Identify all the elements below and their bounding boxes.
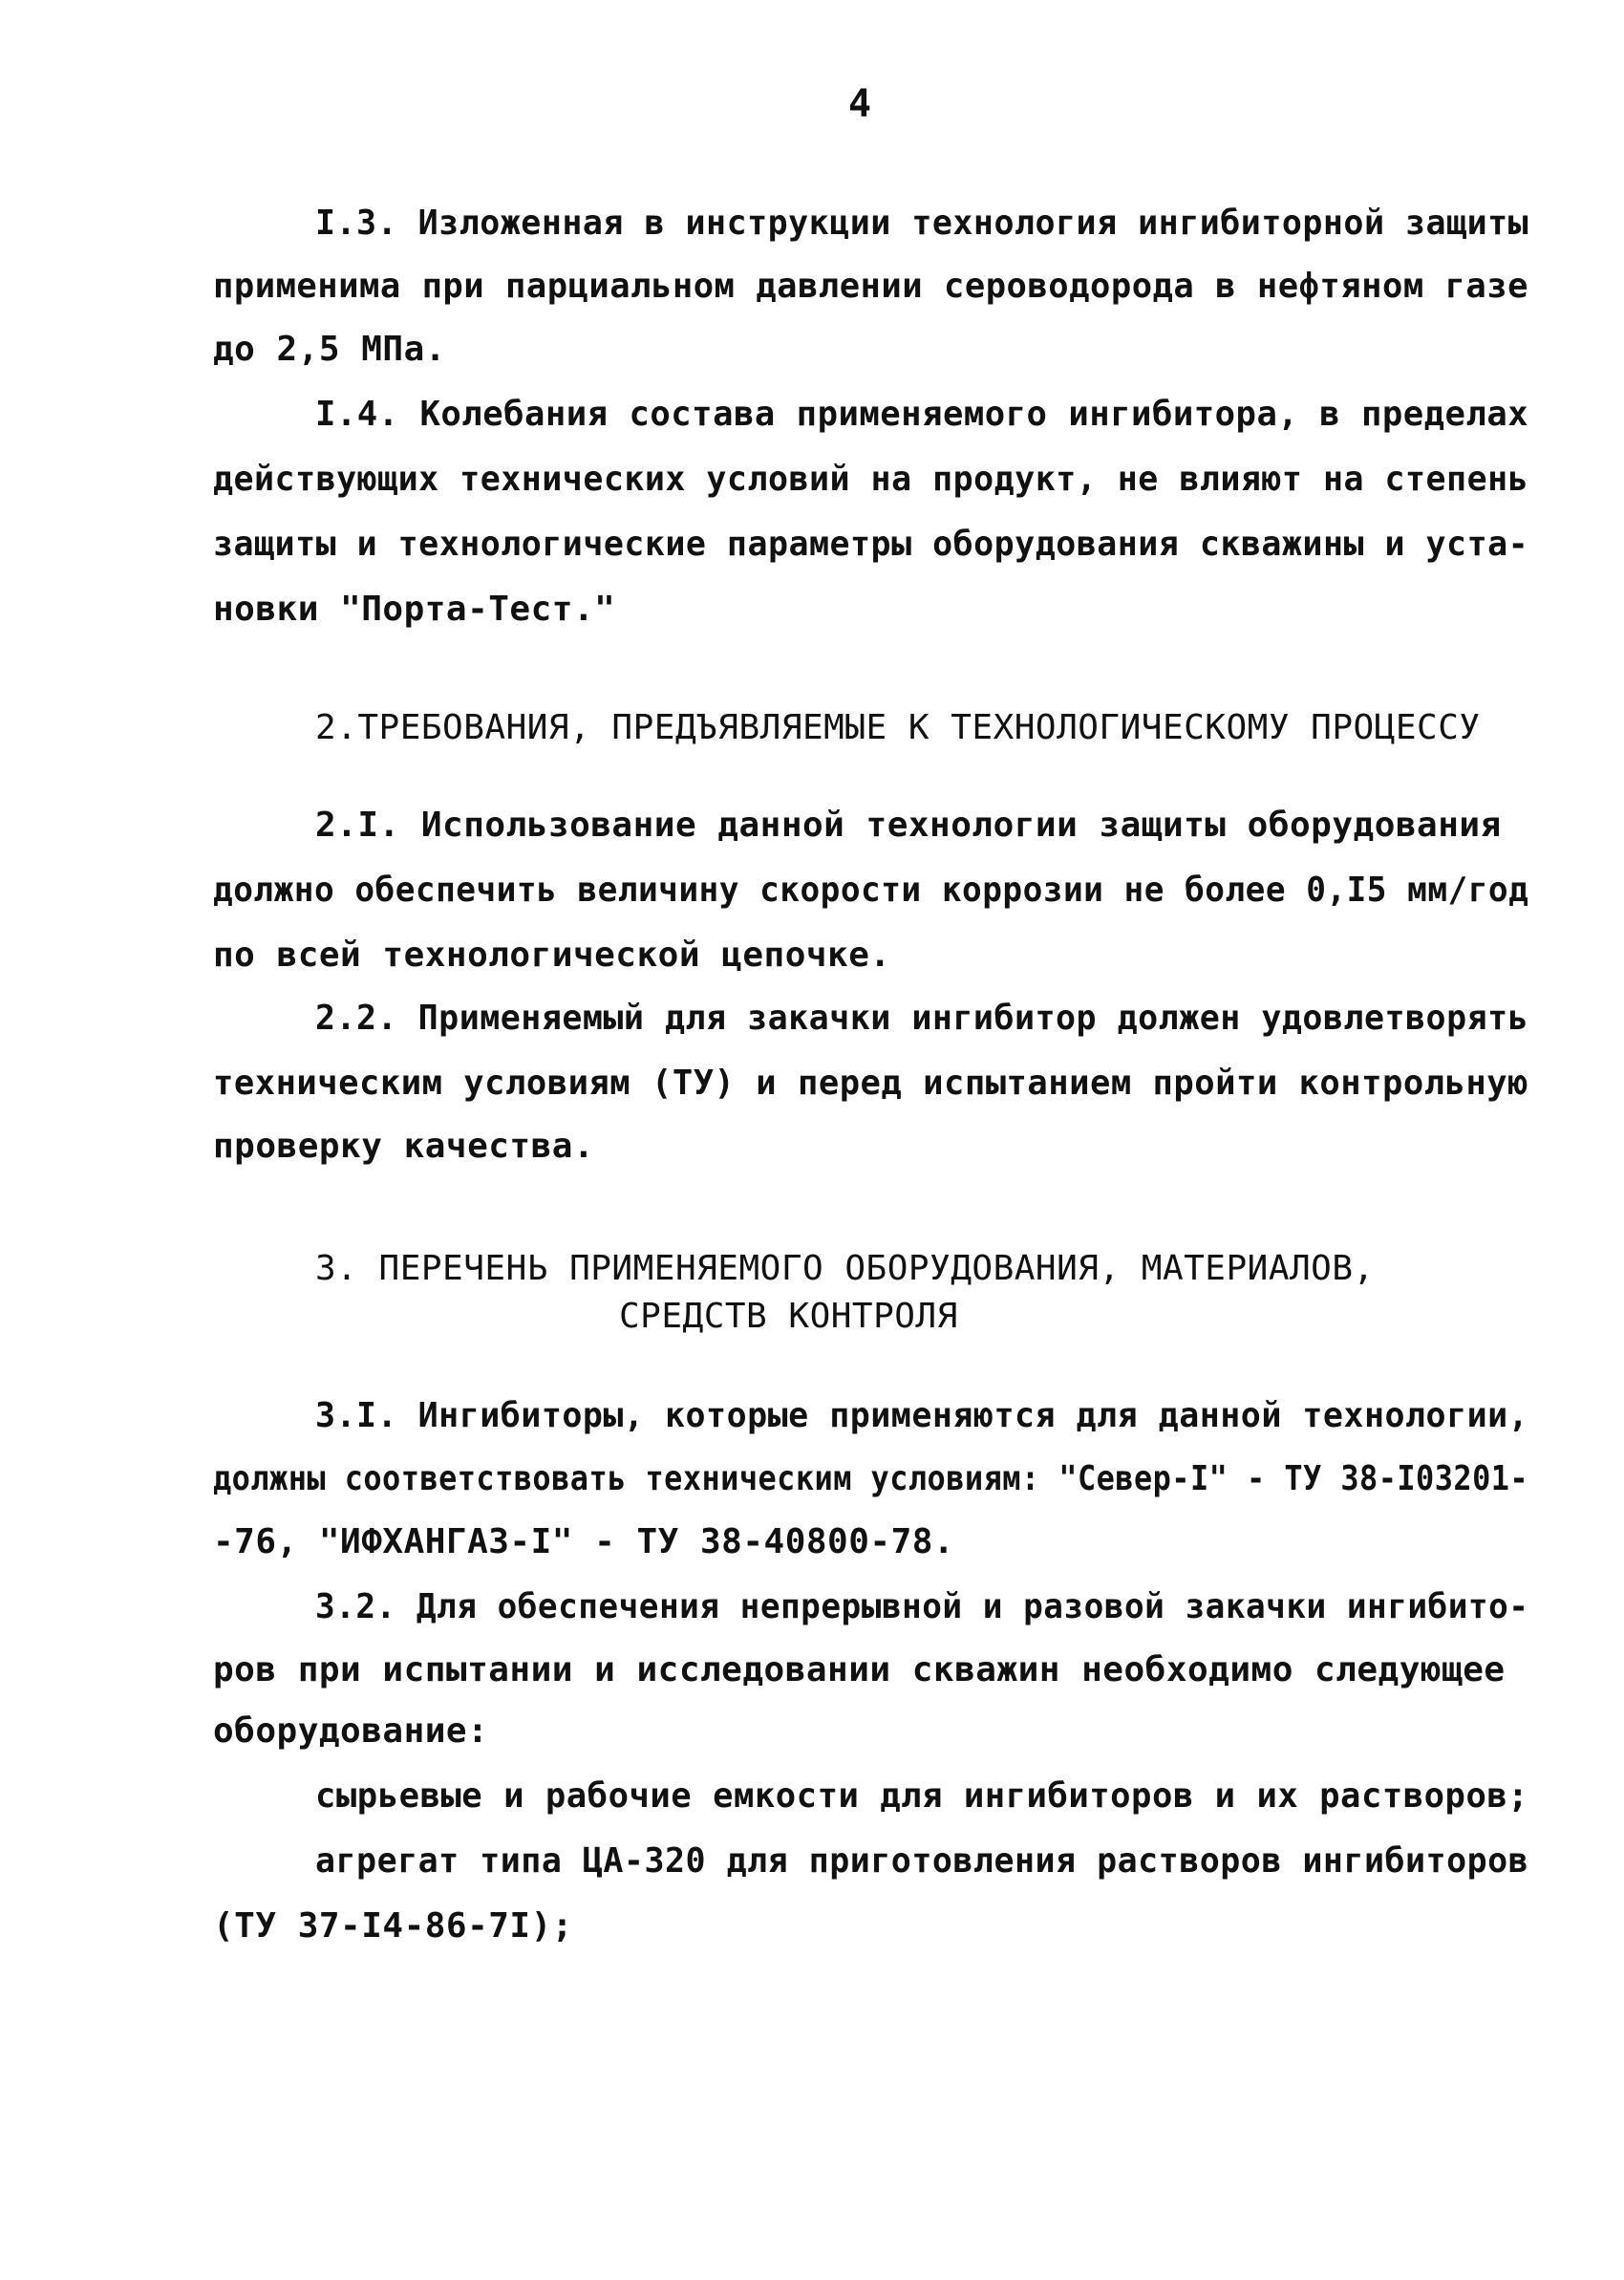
paragraph-3-2-line-3: оборудование: bbox=[213, 1711, 489, 1751]
paragraph-1-3-line-3: до 2,5 МПа. bbox=[213, 330, 446, 369]
paragraph-3-2-line-1: 3.2. Для обеспечения непрерывной и разовой закачки ингибито- bbox=[315, 1587, 1529, 1626]
paragraph-1-3-line-2: применима при парциальном давлении сероводорода в нефтяном газе bbox=[213, 267, 1528, 306]
paragraph-1-4-line-1: I.4. Колебания состава применяемого ингибитора, в пределах bbox=[315, 395, 1529, 434]
paragraph-1-3-line-1: I.3. Изложенная в инструкции технология ингибиторной защиты bbox=[315, 204, 1529, 243]
paragraph-2-2-line-1: 2.2. Применяемый для закачки ингибитор должен удовлетворять bbox=[315, 999, 1529, 1038]
paragraph-1-4-line-3: защиты и технологические параметры оборудования скважины и уста- bbox=[213, 525, 1529, 564]
paragraph-2-2-line-2: техническим условиям (ТУ) и перед испытанием пройти контрольную bbox=[213, 1064, 1528, 1103]
equipment-list-item-2-line-1: агрегат типа ЦА-320 для приготовления растворов ингибиторов bbox=[315, 1841, 1529, 1881]
page-number: 4 bbox=[848, 82, 872, 126]
paragraph-1-4-line-4: новки "Порта-Тест." bbox=[213, 590, 616, 629]
paragraph-3-1-line-2: должны соответствовать техническим условиям: "Север-I" - ТУ 38-I03201- bbox=[213, 1459, 1529, 1498]
section-3-heading-line-1: 3. ПЕРЕЧЕНЬ ПРИМЕНЯЕМОГО ОБОРУДОВАНИЯ, МАТЕРИАЛОВ, bbox=[315, 1249, 1375, 1288]
paragraph-2-1-line-1: 2.I. Использование данной технологии защиты оборудования bbox=[315, 806, 1502, 845]
paragraph-2-1-line-3: по всей технологической цепочке. bbox=[213, 936, 891, 975]
equipment-list-item-1: сырьевые и рабочие емкости для ингибиторов и их растворов; bbox=[315, 1776, 1529, 1816]
paragraph-1-4-line-2: действующих технических условий на продукт, не влияют на степень bbox=[213, 460, 1529, 499]
paragraph-2-1-line-2: должно обеспечить величину скорости коррозии не более 0,I5 мм/год bbox=[213, 871, 1529, 910]
paragraph-2-2-line-3: проверку качества. bbox=[213, 1127, 595, 1166]
paragraph-3-2-line-2: ров при испытании и исследовании скважин необходимо следующее bbox=[213, 1650, 1506, 1689]
paragraph-3-1-line-1: 3.I. Ингибиторы, которые применяются для данной технологии, bbox=[315, 1396, 1529, 1435]
equipment-list-item-2-line-2: (ТУ 37-I4-86-7I); bbox=[213, 1906, 573, 1946]
section-3-heading-line-2: СРЕДСТВ КОНТРОЛЯ bbox=[619, 1297, 958, 1336]
paragraph-3-1-line-3: -76, "ИФХАНГАЗ-I" - ТУ 38-40800-78. bbox=[213, 1522, 955, 1561]
section-2-heading: 2.ТРЕБОВАНИЯ, ПРЕДЪЯВЛЯЕМЫЕ К ТЕХНОЛОГИЧЕСКОМУ ПРОЦЕССУ bbox=[315, 708, 1481, 747]
